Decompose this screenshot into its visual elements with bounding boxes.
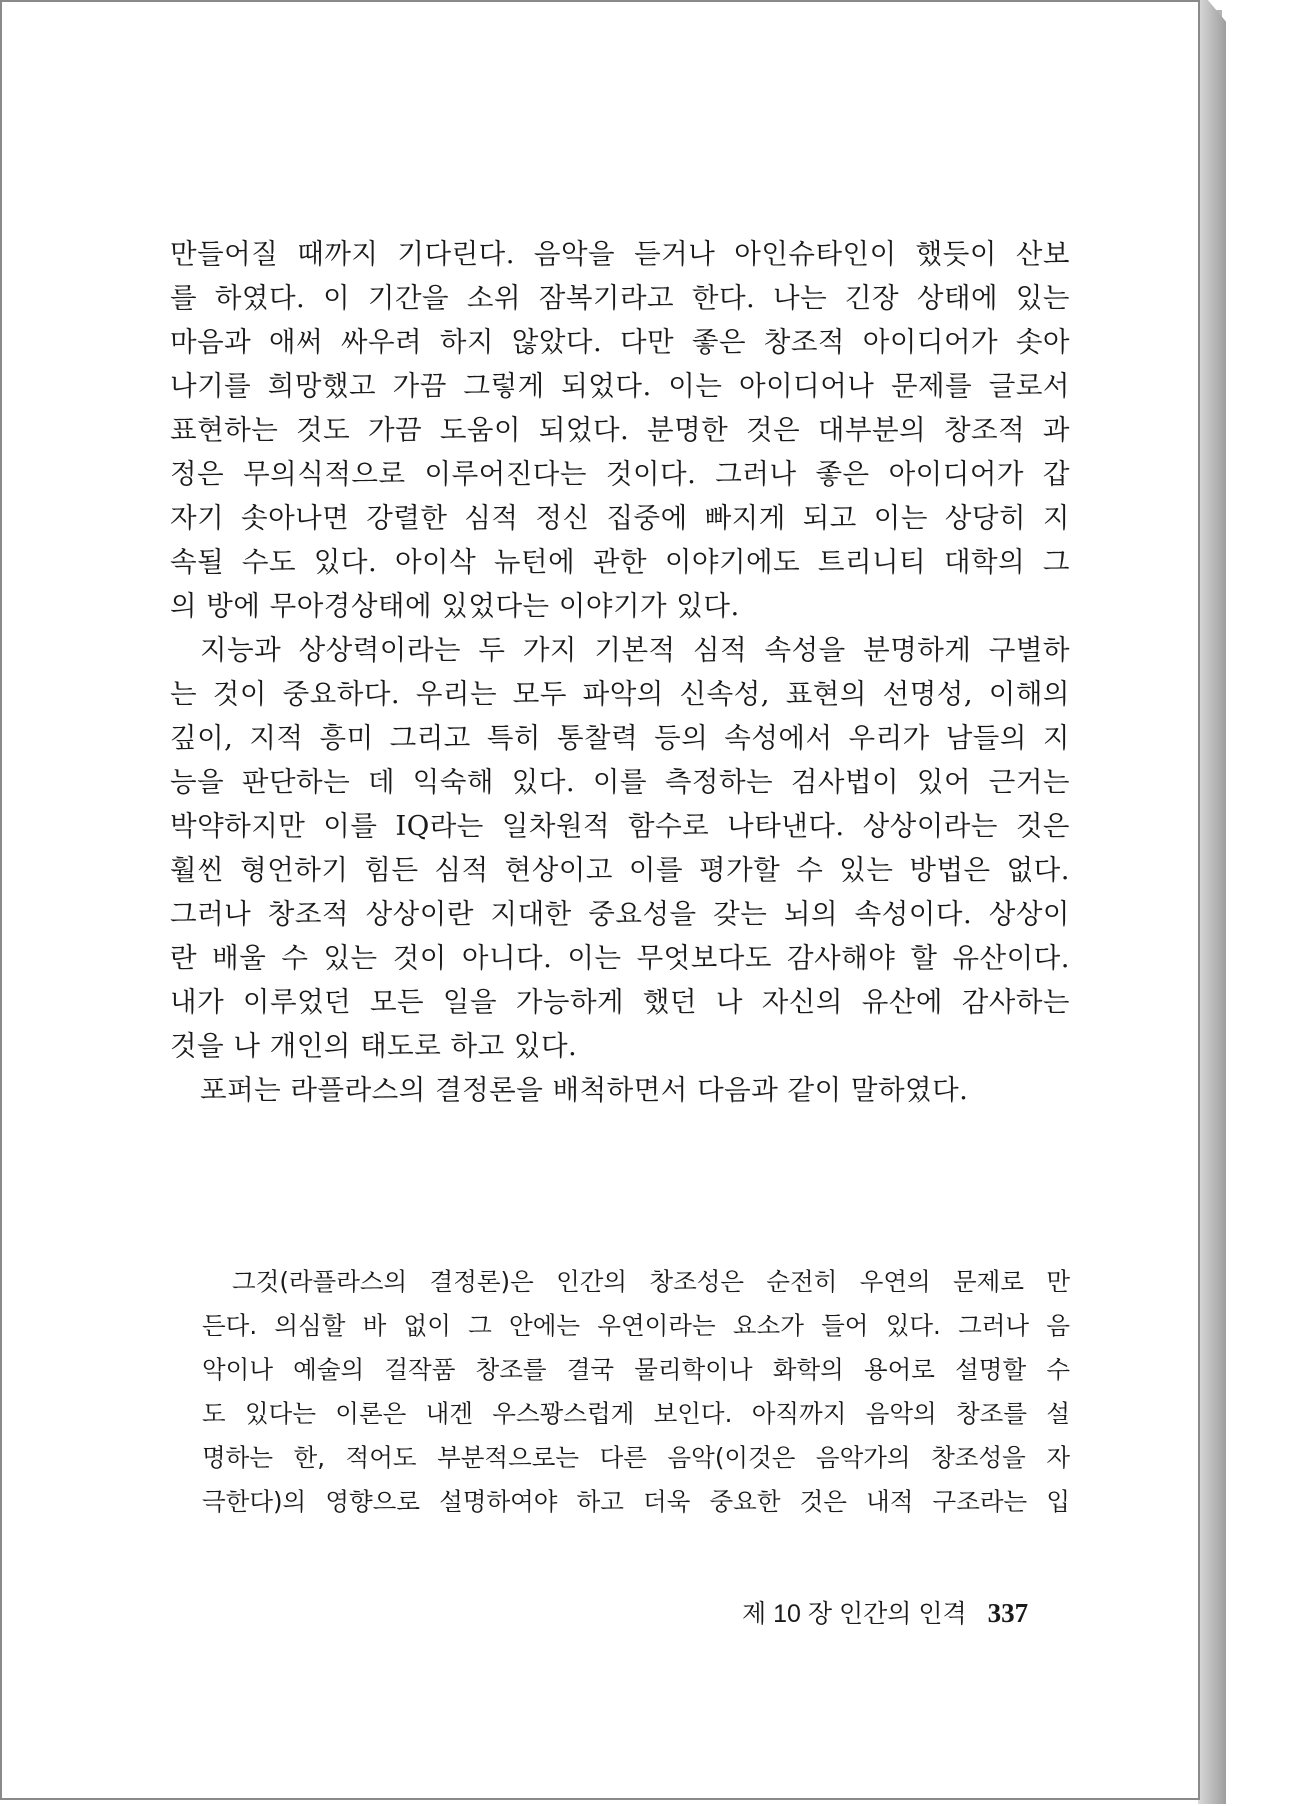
body-line: 그러나 창조적 상상이란 지대한 중요성을 갖는 뇌의 속성이다. 상상이: [170, 898, 1070, 930]
body-line: 것을 나 개인의 태도로 하고 있다.: [170, 1030, 578, 1062]
body-line: 박약하지만 이를 IQ라는 일차원적 함수로 나타낸다. 상상이라는 것은: [170, 810, 1070, 842]
body-text: [170, 232, 1070, 1112]
page-footer: [742, 1594, 1028, 1630]
body-line: 란 배울 수 있는 것이 아니다. 이는 무엇보다도 감사해야 할 유산이다.: [170, 942, 1070, 974]
page-number: 337: [987, 1598, 1029, 1628]
quote-line: 명하는 한, 적어도 부분적으로는 다른 음악(이것은 음악가의 창조성을 자: [202, 1443, 1070, 1472]
quote-line: 도 있다는 이론은 내겐 우스꽝스럽게 보인다. 아직까지 음악의 창조를 설: [202, 1399, 1070, 1428]
body-line: 포퍼는 라플라스의 결정론을 배척하면서 다음과 같이 말하였다.: [200, 1074, 969, 1106]
chapter-title: 제 10 장 인간의 인격: [742, 1600, 967, 1628]
block-quote: [202, 1260, 1070, 1524]
body-line: 표현하는 것도 가끔 도움이 되었다. 분명한 것은 대부분의 창조적 과: [170, 414, 1070, 446]
body-line: 정은 무의식적으로 이루어진다는 것이다. 그러나 좋은 아이디어가 갑: [170, 458, 1070, 490]
body-line: 는 것이 중요하다. 우리는 모두 파악의 신속성, 표현의 선명성, 이해의: [170, 678, 1070, 710]
quote-line: 든다. 의심할 바 없이 그 안에는 우연이라는 요소가 들어 있다. 그러나 음: [202, 1311, 1070, 1340]
body-line: 능을 판단하는 데 익숙해 있다. 이를 측정하는 검사법이 있어 근거는: [170, 766, 1070, 798]
body-line: 만들어질 때까지 기다린다. 음악을 듣거나 아인슈타인이 했듯이 산보: [170, 238, 1070, 270]
quote-line: 악이나 예술의 걸작품 창조를 결국 물리학이나 화학의 용어로 설명할 수: [202, 1355, 1070, 1384]
body-line: 훨씬 형언하기 힘든 심적 현상이고 이를 평가할 수 있는 방법은 없다.: [170, 854, 1070, 886]
quote-line: 극한다)의 영향으로 설명하여야 하고 더욱 중요한 것은 내적 구조라는 입: [202, 1487, 1070, 1516]
body-line: 의 방에 무아경상태에 있었다는 이야기가 있다.: [170, 590, 740, 622]
body-line: 깊이, 지적 흥미 그리고 특히 통찰력 등의 속성에서 우리가 남들의 지: [170, 722, 1070, 754]
page-edge: [1198, 0, 1226, 1804]
body-line: 나기를 희망했고 가끔 그렇게 되었다. 이는 아이디어나 문제를 글로서: [170, 370, 1070, 402]
body-line: 를 하였다. 이 기간을 소위 잠복기라고 한다. 나는 긴장 상태에 있는: [170, 282, 1070, 314]
body-line: 속될 수도 있다. 아이삭 뉴턴에 관한 이야기에도 트리니티 대학의 그: [170, 546, 1070, 578]
body-line: 마음과 애써 싸우려 하지 않았다. 다만 좋은 창조적 아이디어가 솟아: [170, 326, 1070, 358]
quote-line: 그것(라플라스의 결정론)은 인간의 창조성은 순전히 우연의 문제로 만: [232, 1267, 1070, 1296]
body-line: 내가 이루었던 모든 일을 가능하게 했던 나 자신의 유산에 감사하는: [170, 986, 1070, 1018]
body-line: 지능과 상상력이라는 두 가지 기본적 심적 속성을 분명하게 구별하: [200, 634, 1070, 666]
body-line: 자기 솟아나면 강렬한 심적 정신 집중에 빠지게 되고 이는 상당히 지: [170, 502, 1070, 534]
